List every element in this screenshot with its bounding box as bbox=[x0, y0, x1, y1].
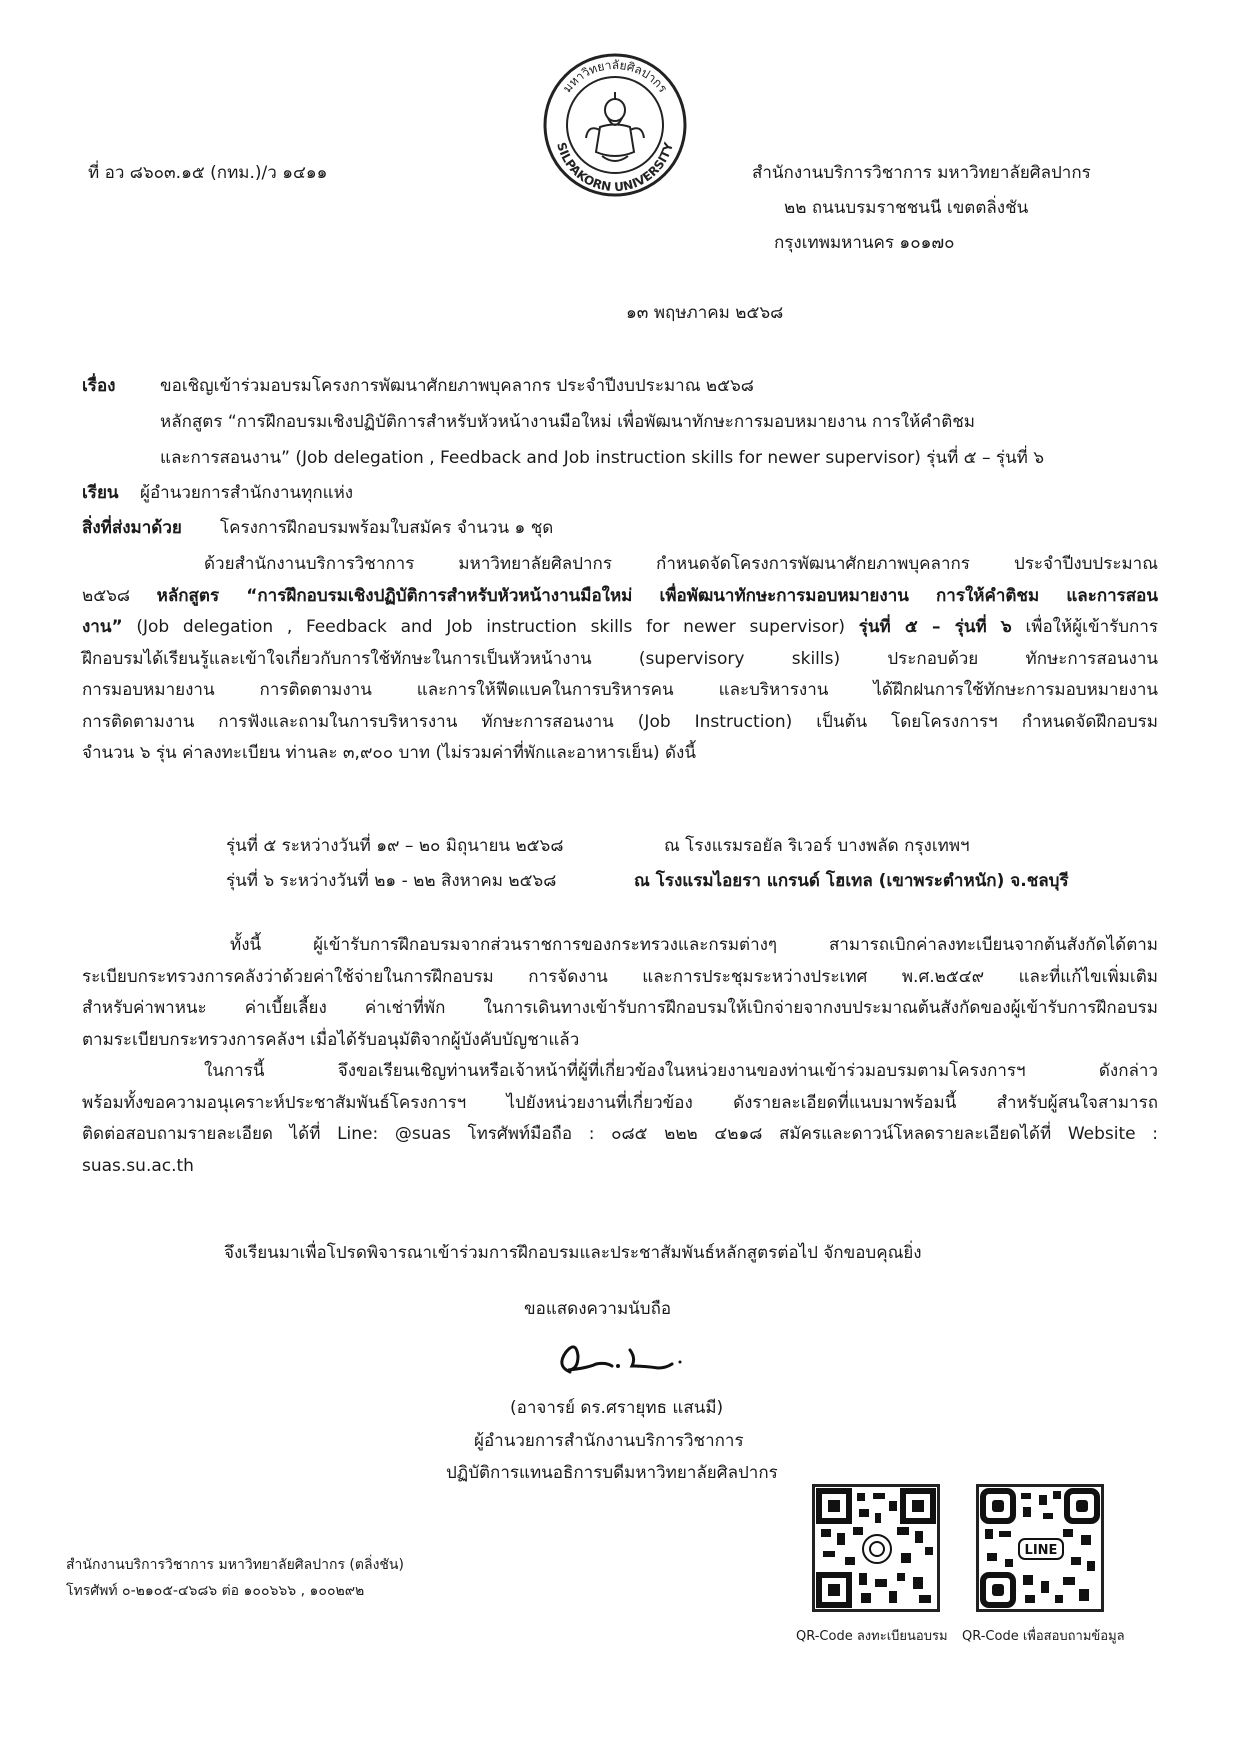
body3-line-2: พร้อมทั้งขอความอนุเคราะห์ประชาสัมพันธ์โครงการฯ ไปยังหน่วยงานที่เกี่ยวข้อง ดังรายละเอียดที่แนบมาพร้อมนี้ สำหรับผู้สนใจสามารถ bbox=[82, 1092, 1158, 1113]
body1-line-6: การติดตามงาน การฟังและถามในการบริหารงาน ทักษะการสอนงาน (Job Instruction) เป็นต้น โดยโครงการฯ กำหนดจัดฝึกอบรม bbox=[82, 711, 1158, 732]
body1-purpose: เพื่อให้ผู้เข้ารับการ bbox=[1011, 617, 1159, 637]
address-line-2: ๒๒ ถนนบรมราชชนนี เขตตลิ่งชัน bbox=[784, 198, 1029, 218]
body-paragraph-3 bbox=[82, 1056, 1158, 1182]
session-6-venue: ณ โรงแรมไอยรา แกรนด์ โฮเทล (เขาพระตำหนัก) จ.ชลบุรี bbox=[634, 871, 1069, 891]
body1-course-title: หลักสูตร “การฝึกอบรมเชิงปฏิบัติการสำหรับหัวหน้างานมือใหม่ เพื่อพัฒนาทักษะการมอบหมายงาน การให้คำติชม และการสอน bbox=[156, 585, 1158, 606]
body1-line-1: ด้วยสำนักงานบริการวิชาการ มหาวิทยาลัยศิลปากร กำหนดจัดโครงการพัฒนาศักยภาพบุคลากร ประจำปีงบประมาณ bbox=[204, 554, 1158, 574]
handwritten-signature bbox=[548, 1336, 688, 1386]
closing-regards: ขอแสดงความนับถือ bbox=[524, 1299, 672, 1319]
body2-line-2: ระเบียบกระทรวงการคลังว่าด้วยค่าใช้จ่ายในการฝึกอบรม การจัดงาน และการประชุมระหว่างประเทศ พ.ศ.๒๕๔๙ และที่แก้ไขเพิ่มเติม bbox=[82, 966, 1158, 987]
contact-qr-caption: QR-Code เพื่อสอบถามข้อมูล bbox=[962, 1629, 1125, 1644]
register-qr-caption: QR-Code ลงทะเบียนอบรม bbox=[796, 1629, 948, 1644]
enclosure-label: สิ่งที่ส่งมาด้วย bbox=[82, 518, 182, 538]
body2-line-3: สำหรับค่าพาหนะ ค่าเบี้ยเลี้ยง ค่าเช่าที่พัก ในการเดินทางเข้ารับการฝึกอบรมให้เบิกจ่ายจากงบประมาณต้นสังกัดของผู้เข้ารับการฝึกอบรม bbox=[82, 998, 1158, 1018]
body-paragraph-2 bbox=[82, 930, 1158, 1056]
address-line-1: สำนักงานบริการวิชาการ มหาวิทยาลัยศิลปากร bbox=[752, 163, 1091, 183]
footer-phone: โทรศัพท์ ๐-๒๑๐๕-๔๖๘๖ ต่อ ๑๐๐๖๖๖ , ๑๐๐๒๙๒ bbox=[66, 1583, 365, 1599]
session-5-dates: รุ่นที่ ๕ ระหว่างวันที่ ๑๙ – ๒๐ มิถุนายน ๒๕๖๘ bbox=[226, 836, 564, 856]
line-badge-text: LINE bbox=[1024, 1543, 1058, 1558]
recipient-label: เรียน bbox=[82, 483, 119, 503]
body1-course-english: (Job delegation , Feedback and Job instruction skills for newer supervisor) bbox=[122, 617, 859, 637]
enclosure-text: โครงการฝึกอบรมพร้อมใบสมัคร จำนวน ๑ ชุด bbox=[220, 518, 554, 538]
body3-line-1: ในการนี้ จึงขอเรียนเชิญท่านหรือเจ้าหน้าที่ผู้ที่เกี่ยวข้องในหน่วยงานของท่านเข้าร่วมอบรมตามโครงการฯ ดังกล่าว bbox=[204, 1061, 1158, 1081]
signatory-title-1: ผู้อำนวยการสำนักงานบริการวิชาการ bbox=[474, 1431, 744, 1451]
signatory-title-2: ปฏิบัติการแทนอธิการบดีมหาวิทยาลัยศิลปากร bbox=[446, 1463, 778, 1483]
closing-line: จึงเรียนมาเพื่อโปรดพิจารณาเข้าร่วมการฝึกอบรมและประชาสัมพันธ์หลักสูตรต่อไป จักขอบคุณยิ่ง bbox=[224, 1243, 922, 1263]
subject-line-1: ขอเชิญเข้าร่วมอบรมโครงการพัฒนาศักยภาพบุคลากร ประจำปีงบประมาณ ๒๕๖๘ bbox=[160, 376, 754, 396]
body1-year: ๒๕๖๘ bbox=[82, 585, 157, 606]
signatory-name: (อาจารย์ ดร.ศรายุทธ แสนมี) bbox=[510, 1398, 724, 1418]
body1-line-5: การมอบหมายงาน การติดตามงาน และการให้ฟีดแบคในการบริหารคน และบริหารงาน ได้ฝึกฝนการใช้ทักษะการมอบหมายงาน bbox=[82, 680, 1158, 700]
address-line-3: กรุงเทพมหานคร ๑๐๑๗๐ bbox=[774, 233, 955, 253]
session-6-dates: รุ่นที่ ๖ ระหว่างวันที่ ๒๑ - ๒๒ สิงหาคม ๒๕๖๘ bbox=[226, 871, 557, 891]
subject-line-3: และการสอนงาน” (Job delegation , Feedback and Job instruction skills for newer supervisor) รุ่นที่ ๕ – รุ่นที่ ๖ bbox=[160, 448, 1044, 468]
register-qr-code[interactable] bbox=[812, 1484, 940, 1612]
body2-line-1: ทั้งนี้ ผู้เข้ารับการฝึกอบรมจากส่วนราชการของกระทรวงและกรมต่างๆ สามารถเบิกค่าลงทะเบียนจากต้นสังกัดได้ตาม bbox=[230, 935, 1158, 955]
recipient-text: ผู้อำนวยการสำนักงานทุกแห่ง bbox=[140, 483, 354, 503]
subject-label: เรื่อง bbox=[82, 376, 116, 396]
footer-office: สำนักงานบริการวิชาการ มหาวิทยาลัยศิลปากร (ตลิ่งชัน) bbox=[66, 1557, 404, 1573]
university-seal bbox=[542, 52, 688, 198]
letter-date: ๑๓ พฤษภาคม ๒๕๖๘ bbox=[626, 303, 784, 323]
body3-line-3: ติดต่อสอบถามรายละเอียด ได้ที่ Line: @suas โทรศัพท์มือถือ : ๐๘๕ ๒๒๒ ๔๒๑๘ สมัครและดาวน์โหลดรายละเอียดได้ที่ Website : bbox=[82, 1124, 1158, 1144]
body1-line-4: ฝึกอบรมได้เรียนรู้และเข้าใจเกี่ยวกับการใช้ทักษะในการเป็นหัวหน้างาน (supervisory skills) ประกอบด้วย ทักษะการสอนงาน bbox=[82, 648, 1158, 669]
body1-batches: รุ่นที่ ๕ – รุ่นที่ ๖ bbox=[858, 617, 1012, 637]
seal-bottom-text: SILPAKORN UNIVERSITY bbox=[554, 140, 676, 195]
contact-qr-code[interactable] bbox=[976, 1484, 1104, 1612]
body1-line-3 bbox=[82, 612, 1158, 644]
body1-line-2 bbox=[82, 581, 1158, 613]
body3-line-4: suas.su.ac.th bbox=[82, 1155, 194, 1176]
subject-line-2: หลักสูตร “การฝึกอบรมเชิงปฏิบัติการสำหรับหัวหน้างานมือใหม่ เพื่อพัฒนาทักษะการมอบหมายงาน การให้คำติชม bbox=[160, 412, 976, 432]
body1-line-7: จำนวน ๖ รุ่น ค่าลงทะเบียน ท่านละ ๓,๙๐๐ บาท (ไม่รวมค่าที่พักและอาหารเย็น) ดังนี้ bbox=[82, 743, 696, 763]
body2-line-4: ตามระเบียบกระทรวงการคลังฯ เมื่อได้รับอนุมัติจากผู้บังคับบัญชาแล้ว bbox=[82, 1029, 580, 1050]
body-paragraph-1 bbox=[82, 549, 1158, 770]
session-5-venue: ณ โรงแรมรอยัล ริเวอร์ บางพลัด กรุงเทพฯ bbox=[664, 836, 970, 856]
document-number: ที่ อว ๘๖๐๓.๑๕ (กทม.)/ว ๑๔๑๑ bbox=[88, 163, 328, 183]
seal-top-text: มหาวิทยาลัยศิลปากร bbox=[560, 57, 670, 96]
body1-course-title-end: งาน” bbox=[82, 617, 123, 637]
